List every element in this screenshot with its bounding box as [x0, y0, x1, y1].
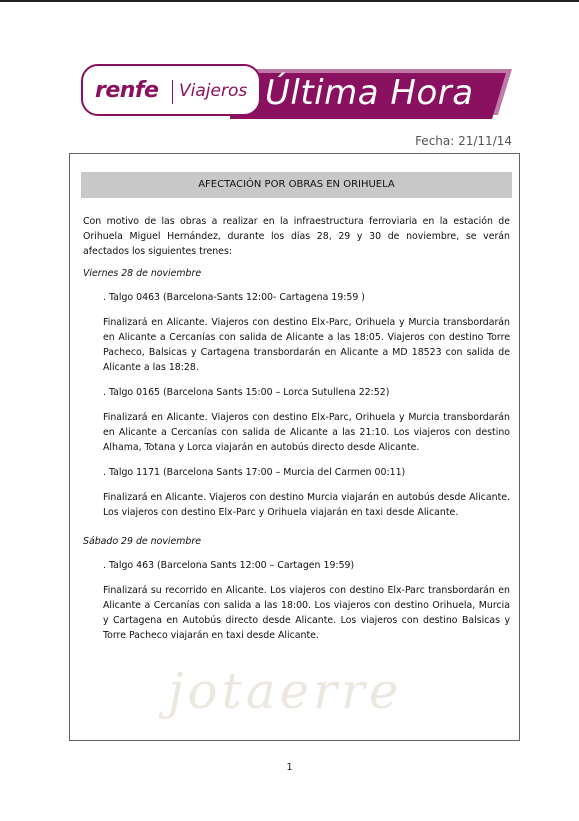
train-title: . Talgo 0463 (Barcelona-Sants 12:00- Cartagena 19:59 ) — [103, 292, 365, 303]
train-description: Finalizará en Alicante. Viajeros con destino Elx-Parc, Orihuela y Murcia transbordarán en Alicante a Cercanías con salida de Alicante a las 18:05. Viajeros con destino Torre Pacheco, Balsicas y Cartagena transbordarán en Alicante a MD 18523 con salida de Alicante a las 18:28. — [103, 317, 510, 373]
document-box — [69, 153, 520, 741]
train-title: . Talgo 1171 (Barcelona Sants 17:00 – Murcia del Carmen 00:11) — [103, 467, 406, 478]
brand-logo — [80, 66, 260, 116]
train-description: Finalizará su recorrido en Alicante. Los viajeros con destino Elx-Parc transbordarán en Alicante a Cercanías con salida a las 18:00. Los viajeros con destino Orihuela, Murcia y Cartagena en Autobús directo desde Alicante. Los viajeros con destino Balsicas y Torre Pacheco viajarán en taxi desde Alicante. — [103, 585, 510, 641]
train-title: . Talgo 463 (Barcelona Sants 12:00 – Cartagen 19:59) — [103, 560, 355, 571]
date-label: Fecha: 21/11/14 — [415, 134, 512, 148]
watermark: jotaerre — [168, 662, 403, 720]
day-heading-saturday: Sábado 29 de noviembre — [83, 536, 201, 547]
header-banner — [80, 63, 512, 121]
document-content — [83, 214, 510, 653]
train-title: . Talgo 0165 (Barcelona Sants 15:00 – Lorca Sutullena 22:52) — [103, 387, 390, 398]
document-title: AFECTACIÓN POR OBRAS EN ORIHUELA — [81, 172, 512, 198]
top-border-line — [0, 0, 579, 2]
brand-separator — [172, 80, 173, 104]
intro-paragraph: Con motivo de las obras a realizar en la infraestructura ferroviaria en la estación de Orihuela Miguel Hernández, durante los días 28, 29 y 30 de noviembre, se verán afectados los siguientes trenes: — [83, 216, 510, 257]
page-number: 1 — [286, 762, 293, 773]
brand-viajeros-text: Viajeros — [179, 81, 248, 101]
train-description: Finalizará en Alicante. Viajeros con destino Elx-Parc, Orihuela y Murcia transbordarán en Alicante a Cercanías con salida de Alicante a las 21:10. Los viajeros con destino Alhama, Totana y Lorca viajarán en autobús directo desde Alicante. — [103, 412, 510, 453]
headline-ultima-hora: Última Hora — [265, 73, 474, 113]
brand-renfe-text: renfe — [95, 78, 159, 103]
day-heading-friday: Viernes 28 de noviembre — [83, 268, 202, 279]
train-description: Finalizará en Alicante. Viajeros con destino Murcia viajarán en autobús desde Alicante. Los viajeros con destino Elx-Parc y Orihuela viajarán en taxi desde Alicante. — [103, 492, 510, 518]
